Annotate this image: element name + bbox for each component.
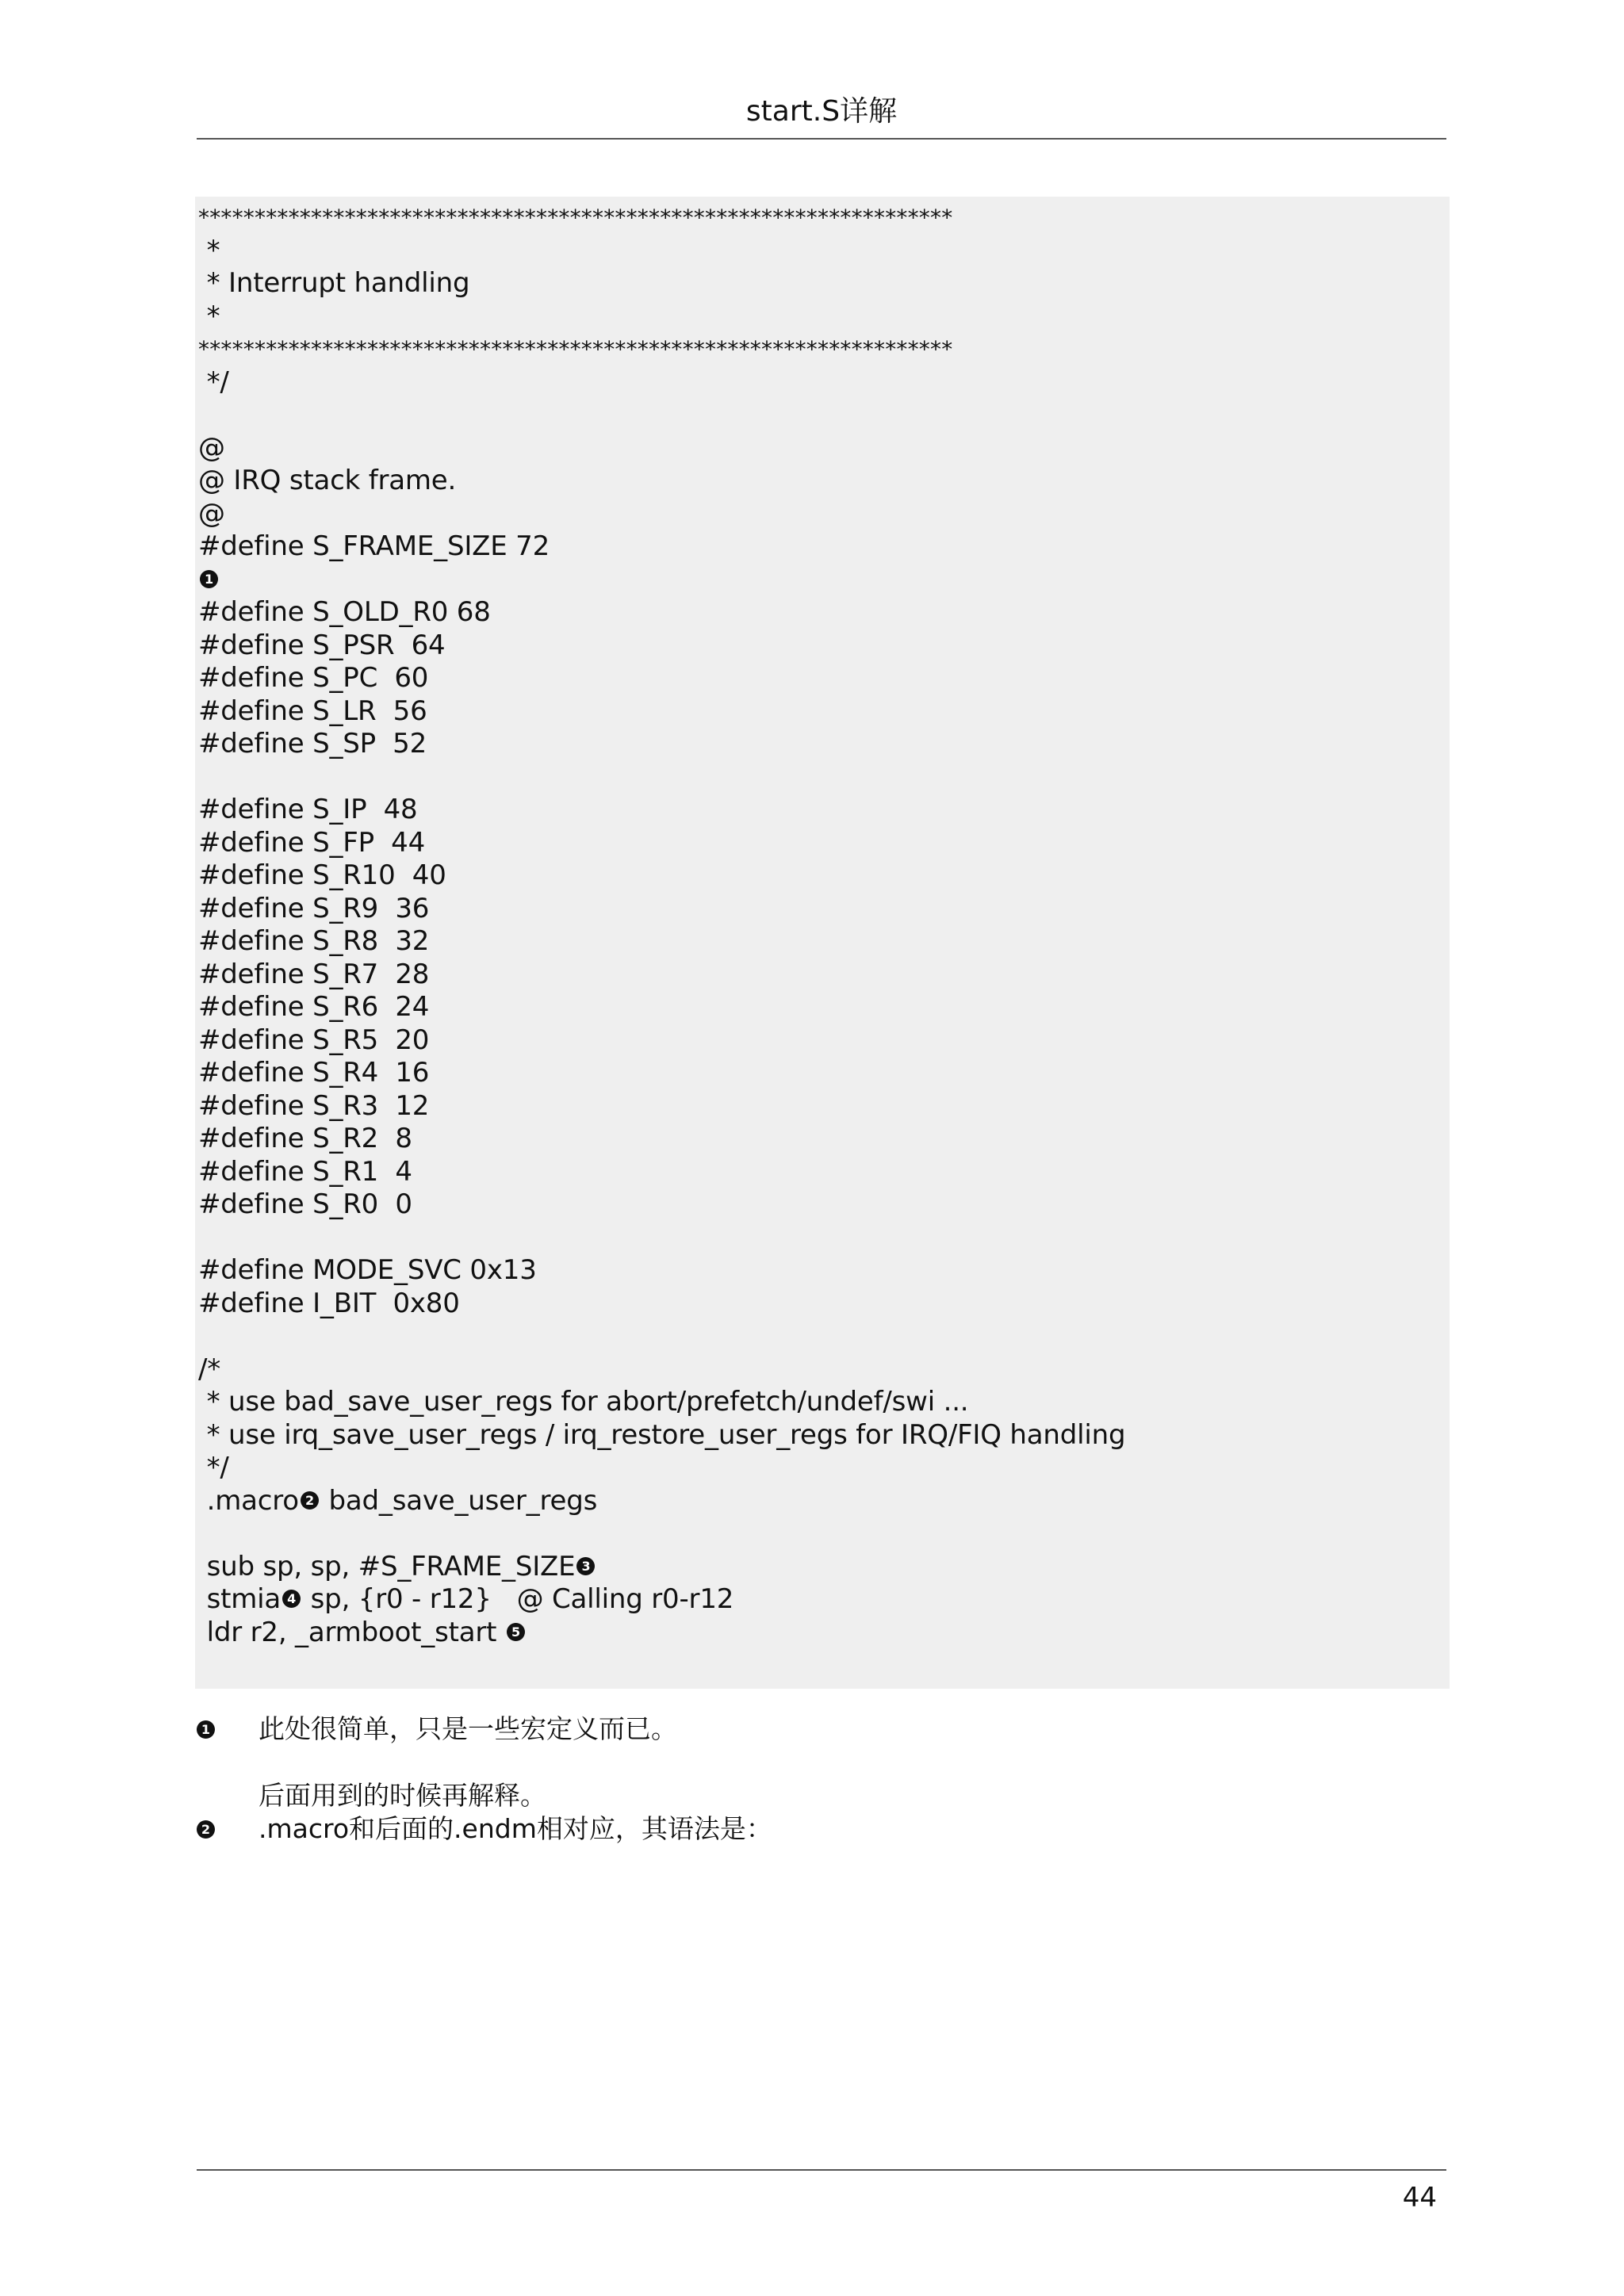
code-line: #define S_PSR 64 bbox=[198, 629, 446, 661]
note-marker-icon: 1 bbox=[197, 1720, 215, 1739]
code-line: #define S_R5 20 bbox=[198, 1024, 430, 1056]
page-number: 44 bbox=[1402, 2182, 1437, 2214]
code-line-sub bbox=[198, 1551, 1450, 1584]
callout-notes bbox=[195, 1712, 1448, 1846]
code-line bbox=[198, 1517, 1450, 1551]
note-text: 后面用到的时候再解释。 bbox=[259, 1780, 546, 1811]
code-line: #define S_R8 32 bbox=[198, 925, 430, 957]
page-footer bbox=[197, 2169, 1446, 2214]
code-line: #define S_R9 36 bbox=[198, 892, 430, 924]
code-line: #define S_R10 40 bbox=[198, 859, 446, 891]
code-line bbox=[198, 1320, 1450, 1353]
note-item bbox=[195, 1779, 1448, 1812]
code-line: * bbox=[198, 234, 220, 266]
code-line bbox=[198, 1222, 1450, 1255]
code-line: #define S_FP 44 bbox=[198, 826, 425, 859]
code-line: #define S_IP 48 bbox=[198, 794, 418, 825]
code-text: .macro bbox=[198, 1484, 299, 1517]
code-text: bad_save_user_regs bbox=[320, 1484, 598, 1517]
code-line: #define S_R7 28 bbox=[198, 958, 430, 990]
note-text: .macro和后面的.endm相对应，其语法是： bbox=[259, 1813, 772, 1844]
code-line: #define S_PC 60 bbox=[198, 662, 429, 694]
code-line: * use irq_save_user_regs / irq_restore_user_regs for IRQ/FIQ handling bbox=[198, 1418, 1126, 1451]
code-lines bbox=[198, 201, 1450, 1649]
code-line: */ bbox=[198, 1452, 229, 1483]
note-item bbox=[195, 1712, 1448, 1746]
code-text: stmia bbox=[198, 1583, 282, 1615]
code-line: @ bbox=[198, 497, 225, 530]
callout-5-icon: 5 bbox=[507, 1623, 525, 1641]
code-line bbox=[198, 761, 1450, 794]
code-line: #define MODE_SVC 0x13 bbox=[198, 1254, 537, 1286]
code-line: #define S_R0 0 bbox=[198, 1188, 412, 1220]
code-line: @ IRQ stack frame. bbox=[198, 465, 457, 496]
code-line: #define S_LR 56 bbox=[198, 695, 427, 727]
note-marker-icon: 2 bbox=[197, 1820, 215, 1839]
code-line: * use bad_save_user_regs for abort/prefetch/undef/swi ... bbox=[198, 1386, 969, 1418]
note-spacer bbox=[195, 1746, 1448, 1779]
code-line: ******************************************************************* bbox=[198, 205, 953, 231]
note-item bbox=[195, 1812, 1448, 1846]
code-text: ldr r2, _armboot_start bbox=[198, 1616, 505, 1648]
note-text: 此处很简单，只是一些宏定义而已。 bbox=[259, 1713, 677, 1744]
code-text: sp, {r0 - r12} @ Calling r0-r12 bbox=[302, 1583, 734, 1615]
code-line: #define S_SP 52 bbox=[198, 728, 427, 760]
code-line: * Interrupt handling bbox=[198, 267, 470, 299]
code-line: #define I_BIT 0x80 bbox=[198, 1287, 460, 1319]
code-block bbox=[195, 197, 1450, 1689]
code-line: #define S_R4 16 bbox=[198, 1057, 430, 1089]
code-line: * bbox=[198, 300, 220, 332]
code-line: #define S_R3 12 bbox=[198, 1089, 430, 1122]
code-line: #define S_FRAME_SIZE 72 bbox=[198, 530, 550, 562]
code-line: @ bbox=[198, 431, 225, 464]
code-line-callout-1 bbox=[198, 564, 1450, 597]
code-line: #define S_R6 24 bbox=[198, 991, 430, 1023]
page-title: start.S详解 bbox=[745, 95, 898, 128]
code-text: sub sp, sp, #S_FRAME_SIZE bbox=[198, 1550, 576, 1582]
callout-2-icon: 2 bbox=[301, 1491, 319, 1510]
code-line: #define S_OLD_R0 68 bbox=[198, 596, 491, 628]
code-line bbox=[198, 399, 1450, 432]
code-line-macro bbox=[198, 1485, 1450, 1518]
callout-1-icon: 1 bbox=[200, 570, 218, 588]
callout-3-icon: 3 bbox=[576, 1557, 595, 1575]
code-line-stmia bbox=[198, 1583, 1450, 1617]
callout-4-icon: 4 bbox=[282, 1590, 301, 1608]
page-header bbox=[197, 89, 1446, 140]
code-line: #define S_R1 4 bbox=[198, 1155, 412, 1188]
code-line: */ bbox=[198, 365, 229, 398]
code-line: ******************************************************************* bbox=[198, 336, 953, 362]
code-line: #define S_R2 8 bbox=[198, 1123, 412, 1154]
code-line-ldr bbox=[198, 1617, 1450, 1650]
code-line: /* bbox=[198, 1353, 221, 1385]
